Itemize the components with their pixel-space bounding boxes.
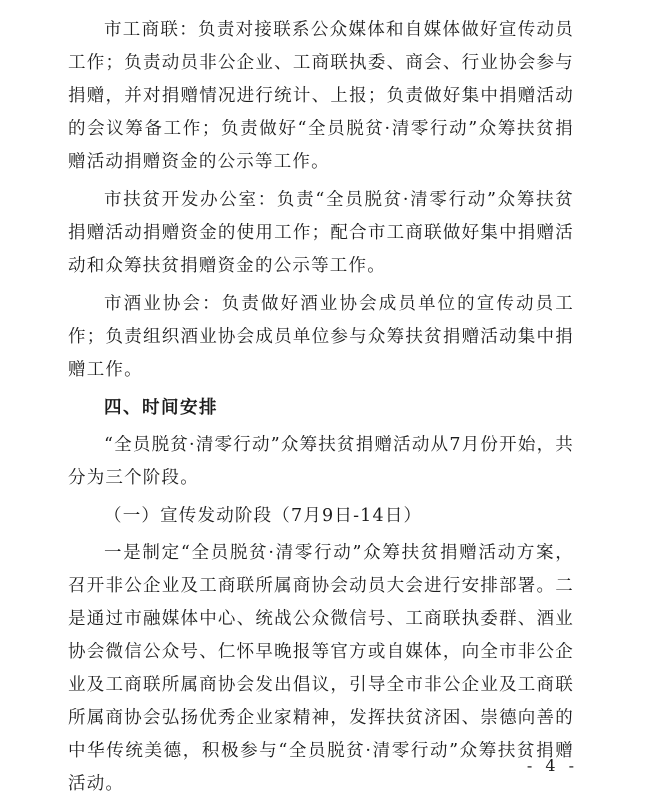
stage-title: （一）宣传发动阶段（7月9日-14日） <box>104 506 423 526</box>
paragraph-intro: “全员脱贫·清零行动”众筹扶贫捐赠活动从7月份开始，共分为三个阶段。 <box>68 435 574 488</box>
paragraph-stage-body: 一是制定“全员脱贫·清零行动”众筹扶贫捐赠活动方案，召开非公企业及工商联所属商协会动员大会进行安排部署。二是通过市融媒体中心、统战公众微信号、工商联执委群、酒业协会微信公众号、仁怀早晚报等官方或自媒体，向全市非公企业及工商联所属商协会发出倡议，引导全市非公企业及工商联所属商协会弘扬优秀企业家精神，发挥扶贫济困、崇德向善的中华传统美德，积极参与“全员脱贫·清零行动”众筹扶贫捐赠活动。 <box>68 543 574 794</box>
paragraph-chamber-of-commerce: 市工商联：负责对接联系公众媒体和自媒体做好宣传动员工作；负责动员非公企业、工商联执委、商会、行业协会参与捐赠，并对捐赠情况进行统计、上报；负责做好集中捐赠活动的会议筹备工作；负责做好“全员脱贫·清零行动”众筹扶贫捐赠活动捐赠资金的公示等工作。 <box>68 20 574 172</box>
document-page <box>68 14 574 806</box>
paragraph-poverty-office: 市扶贫开发办公室：负责“全员脱贫·清零行动”众筹扶贫捐赠活动捐赠资金的使用工作；配合市工商联做好集中捐赠活动和众筹扶贫捐赠资金的公示等工作。 <box>68 190 574 276</box>
section-heading: 四、时间安排 <box>104 398 218 418</box>
page-number: - 4 - <box>526 756 578 775</box>
paragraph-liquor-association: 市酒业协会：负责做好酒业协会成员单位的宣传动员工作；负责组织酒业协会成员单位参与众筹扶贫捐赠活动集中捐赠工作。 <box>68 294 574 380</box>
